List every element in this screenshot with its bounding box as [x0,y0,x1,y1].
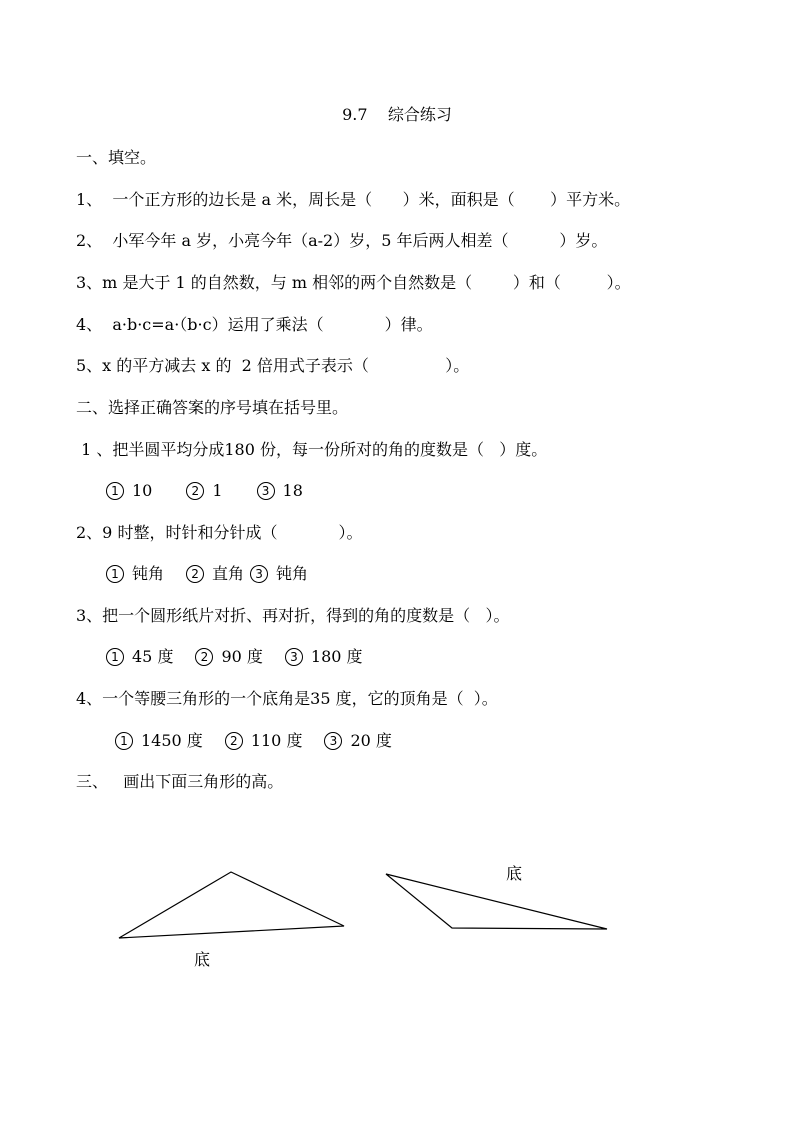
circled-number-icon: 1 [106,648,124,666]
page-title: 9.7 综合练习 [342,105,452,124]
option-text: 1450 度 [141,731,203,750]
triangle-2-base-label: 底 [506,864,523,883]
section3-heading: 三、 画出下面三角形的高。 [76,772,284,791]
circled-number-icon: 2 [186,565,204,583]
option-text: 直角 [212,564,245,583]
circled-number-icon: 2 [186,482,204,500]
option-text: 18 [282,481,303,500]
option-text: 钝角 [276,564,309,583]
choice-question-4: 4、一个等腰三角形的一个底角是35 度，它的顶角是（ ）。 [76,689,498,708]
fill-question-4: 4、 a·b·c=a·（b·c）运用了乘法（ ）律。 [76,315,433,334]
circled-number-icon: 2 [225,732,243,750]
option-text: 45 度 [132,647,174,666]
circled-number-icon: 1 [106,565,124,583]
fill-question-2: 2、 小军今年 a 岁，小亮今年（a-2）岁，5 年后两人相差（ ）岁。 [76,231,608,250]
circled-number-icon: 3 [324,732,342,750]
choice-question-2: 2、9 时整，时针和分针成（ ）。 [76,523,363,542]
option-text: 20 度 [350,731,392,750]
choice-question-1: 1 、把半圆平均分成180 份，每一份所对的角的度数是（ ）度。 [76,440,548,459]
section1-heading: 一、填空。 [76,148,157,167]
triangle-2 [386,874,607,929]
option-text: 钝角 [132,564,165,583]
section2-heading: 二、选择正确答案的序号填在括号里。 [76,398,349,417]
circled-number-icon: 3 [250,565,268,583]
fill-question-3: 3、m 是大于 1 的自然数，与 m 相邻的两个自然数是（ ）和（ ）。 [76,273,631,292]
fill-question-1: 1、 一个正方形的边长是 a 米，周长是（ ）米，面积是（ ）平方米。 [76,190,631,209]
circled-number-icon: 1 [106,482,124,500]
circled-number-icon: 3 [257,482,275,500]
option-text: 10 [132,481,153,500]
circled-number-icon: 2 [195,648,213,666]
circled-number-icon: 3 [285,648,303,666]
option-text: 1 [212,481,223,500]
circled-number-icon: 1 [115,732,133,750]
fill-question-5: 5、x 的平方减去 x 的 2 倍用式子表示（ ）。 [76,356,470,375]
triangle-1 [119,872,344,938]
option-text: 180 度 [310,647,363,666]
option-text: 90 度 [221,647,263,666]
choice-question-3: 3、把一个圆形纸片对折、再对折，得到的角的度数是（ ）。 [76,606,510,625]
triangle-1-base-label: 底 [194,950,211,969]
option-text: 110 度 [250,731,303,750]
